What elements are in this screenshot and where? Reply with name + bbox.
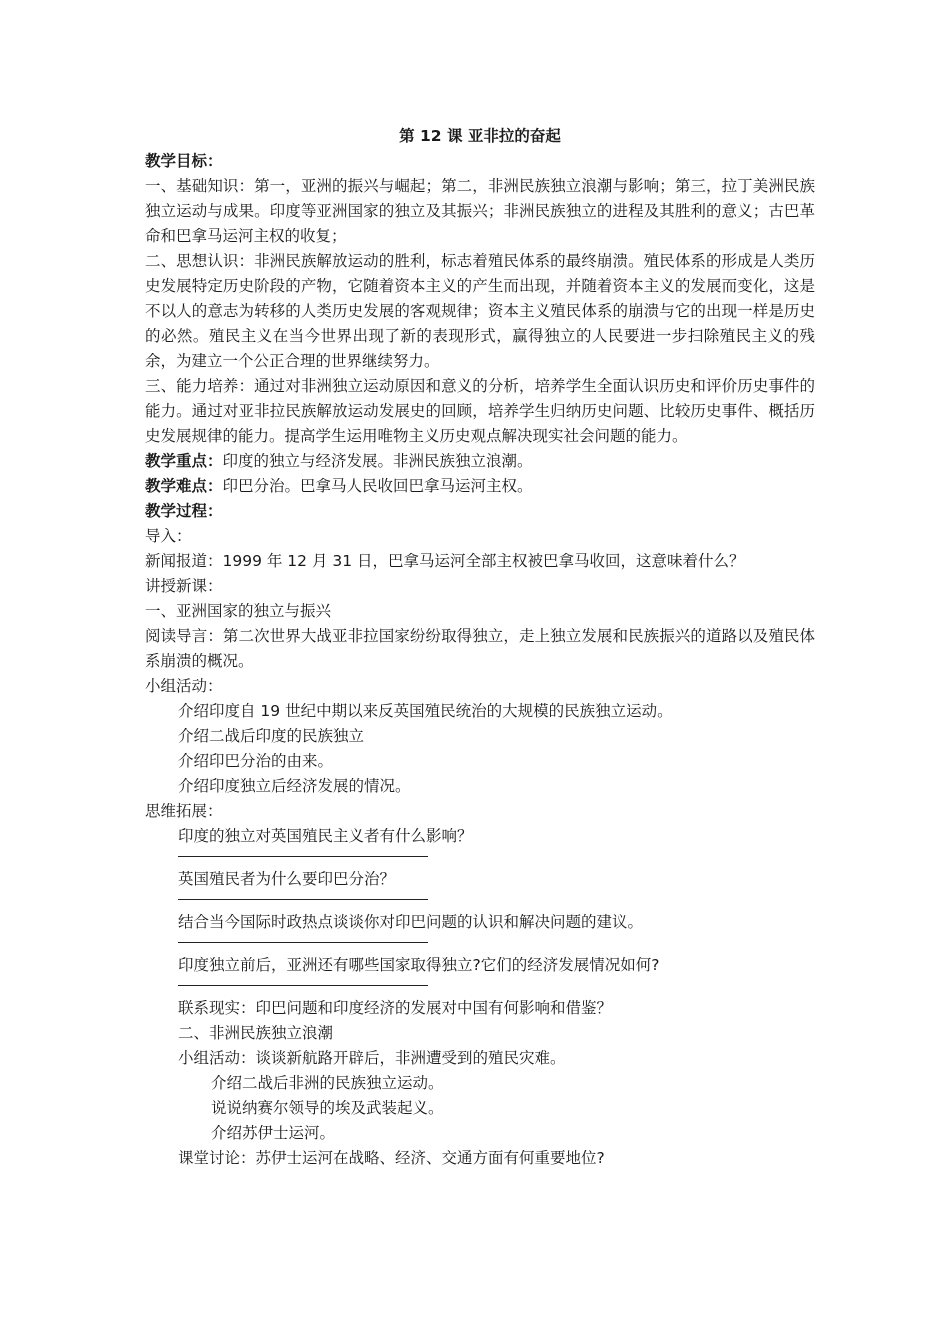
answer-blank-line [178, 985, 428, 986]
thinking-question: 印度独立前后，亚洲还有哪些国家取得独立?它们的经济发展情况如何? [178, 956, 660, 974]
thinking-label: 思维拓展： [145, 802, 223, 820]
section2-title: 二、非洲民族独立浪潮 [178, 1024, 334, 1042]
intro-label: 导入： [145, 527, 192, 545]
key-points-label: 教学重点： [145, 452, 223, 470]
section2-item: 介绍二战后非洲的民族独立运动。 [211, 1074, 444, 1092]
answer-blank-line [178, 899, 428, 900]
difficulties-text: 印巴分治。巴拿马人民收回巴拿马运河主权。 [222, 477, 533, 495]
group-item: 介绍印度独立后经济发展的情况。 [178, 777, 411, 795]
section1-reading: 阅读导言：第二次世界大战亚非拉国家纷纷取得独立，走上独立发展和民族振兴的道路以及殖民体系崩溃的概况。 [145, 627, 815, 670]
difficulties-label: 教学难点： [145, 477, 223, 495]
objective-ability: 三、能力培养：通过对非洲独立运动原因和意义的分析，培养学生全面认识历史和评价历史事件的能力。通过对亚非拉民族解放运动发展史的回顾，培养学生归纳历史问题、比较历史事件、概括历史发展规律的能力。提高学生运用唯物主义历史观点解决现实社会问题的能力。 [145, 377, 815, 445]
objective-thought: 二、思想认识：非洲民族解放运动的胜利，标志着殖民体系的最终崩溃。殖民体系的形成是人类历史发展特定历史阶段的产物，它随着资本主义的产生而出现，并随着资本主义的发展而变化，这是不以人的意志为转移的人类历史发展的客观规律；资本主义殖民体系的崩溃与它的出现一样是历史的必然。殖民主义在当今世界出现了新的表现形式，赢得独立的人民要进一步扫除殖民主义的残余，为建立一个公正合理的世界继续努力。 [145, 252, 815, 370]
section2-discussion: 课堂讨论：苏伊士运河在战略、经济、交通方面有何重要地位? [178, 1149, 605, 1167]
group-item: 介绍印巴分治的由来。 [178, 752, 334, 770]
objective-basic: 一、基础知识：第一，亚洲的振兴与崛起；第二，非洲民族独立浪潮与影响；第三，拉丁美洲民族独立运动与成果。印度等亚洲国家的独立及其振兴；非洲民族独立的进程及其胜利的意义；古巴革命和巴拿马运河主权的收复； [145, 177, 815, 245]
answer-blank-line [178, 942, 428, 943]
group-item: 介绍印度自 19 世纪中期以来反英国殖民统治的大规模的民族独立运动。 [178, 702, 673, 720]
page-title: 第 12 课 亚非拉的奋起 [399, 127, 561, 145]
answer-blank-line [178, 856, 428, 857]
process-heading: 教学过程： [145, 502, 223, 520]
section2-item: 说说纳赛尔领导的埃及武装起义。 [211, 1099, 444, 1117]
new-lesson-label: 讲授新课： [145, 577, 223, 595]
section2-item: 介绍苏伊士运河。 [211, 1124, 336, 1142]
document-body [145, 124, 815, 1171]
difficulties [145, 474, 815, 499]
key-points [145, 449, 815, 474]
section2-group: 小组活动：谈谈新航路开辟后，非洲遭受到的殖民灾难。 [178, 1049, 566, 1067]
connect-reality: 联系现实：印巴问题和印度经济的发展对中国有何影响和借鉴？ [178, 999, 613, 1017]
key-points-text: 印度的独立与经济发展。非洲民族独立浪潮。 [222, 452, 533, 470]
thinking-question: 英国殖民者为什么要印巴分治？ [178, 870, 396, 888]
thinking-question: 结合当今国际时政热点谈谈你对印巴问题的认识和解决问题的建议。 [178, 913, 644, 931]
group-item: 介绍二战后印度的民族独立 [178, 727, 365, 745]
objectives-heading: 教学目标： [145, 152, 223, 170]
thinking-question: 印度的独立对英国殖民主义者有什么影响？ [178, 827, 473, 845]
section1-title: 一、亚洲国家的独立与振兴 [145, 602, 332, 620]
section1-group-label: 小组活动： [145, 677, 223, 695]
news-report: 新闻报道：1999 年 12 月 31 日，巴拿马运河全部主权被巴拿马收回，这意味着什么？ [145, 552, 745, 570]
